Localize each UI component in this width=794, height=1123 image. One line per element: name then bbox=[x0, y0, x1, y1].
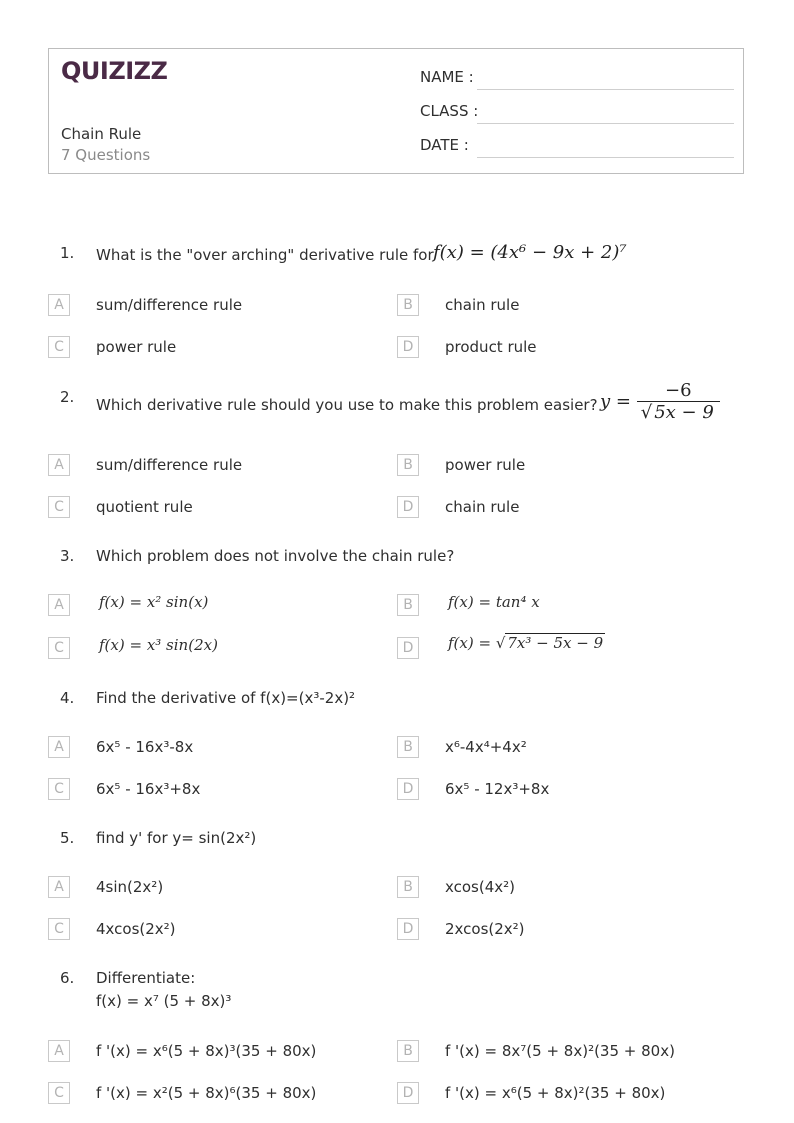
radicand: 7x³ − 5x − 9 bbox=[507, 634, 604, 652]
option-text[interactable]: f '(x) = 8x⁷(5 + 8x)²(35 + 80x) bbox=[445, 1042, 675, 1060]
question-number: 4. bbox=[60, 689, 75, 707]
fraction-denominator: √ 5x − 9 bbox=[637, 401, 720, 423]
option-text[interactable]: x⁶-4x⁴+4x² bbox=[445, 738, 527, 756]
question-text: Find the derivative of f(x)=(x³-2x)² bbox=[96, 689, 356, 707]
option-text[interactable]: f '(x) = x⁶(5 + 8x)²(35 + 80x) bbox=[445, 1084, 666, 1102]
option-letter-a[interactable]: A bbox=[48, 876, 70, 898]
question-number: 6. bbox=[60, 969, 75, 987]
worksheet-header bbox=[48, 48, 744, 174]
date-line[interactable] bbox=[477, 157, 734, 158]
option-text[interactable]: power rule bbox=[96, 338, 177, 356]
math-prefix: f(x) = bbox=[448, 634, 496, 652]
option-letter-b[interactable]: B bbox=[397, 594, 419, 616]
option-text[interactable]: quotient rule bbox=[96, 498, 193, 516]
option-letter-d[interactable]: D bbox=[397, 637, 419, 659]
option-text[interactable]: 6x⁵ - 16x³+8x bbox=[96, 780, 201, 798]
option-letter-d[interactable]: D bbox=[397, 496, 419, 518]
option-text[interactable]: power rule bbox=[445, 456, 526, 474]
question-text: find y' for y= sin(2x²) bbox=[96, 829, 257, 847]
name-field bbox=[420, 68, 734, 90]
question-text: Which problem does not involve the chain rule? bbox=[96, 547, 455, 565]
option-letter-b[interactable]: B bbox=[397, 1040, 419, 1062]
option-text[interactable]: 6x⁵ - 12x³+8x bbox=[445, 780, 550, 798]
date-label: DATE : bbox=[420, 136, 469, 154]
option-text[interactable]: 4sin(2x²) bbox=[96, 878, 164, 896]
question-count: 7 Questions bbox=[61, 146, 151, 164]
option-text[interactable]: f(x) = tan⁴ x bbox=[448, 593, 540, 611]
option-text[interactable]: 6x⁵ - 16x³-8x bbox=[96, 738, 194, 756]
option-letter-c[interactable]: C bbox=[48, 336, 70, 358]
worksheet-title: Chain Rule bbox=[61, 125, 142, 143]
question-text: What is the "over arching" derivative rule for bbox=[96, 246, 434, 264]
question-text: Differentiate: bbox=[96, 969, 196, 987]
option-text[interactable]: sum/difference rule bbox=[96, 456, 243, 474]
option-text[interactable]: f(x) = √ 7x³ − 5x − 9 bbox=[448, 634, 604, 652]
question-number: 3. bbox=[60, 547, 75, 565]
option-letter-c[interactable]: C bbox=[48, 778, 70, 800]
option-letter-b[interactable]: B bbox=[397, 736, 419, 758]
radicand: 5x − 9 bbox=[654, 402, 714, 423]
question-math: f(x) = (4x⁶ − 9x + 2)⁷ bbox=[433, 242, 627, 263]
question-number: 2. bbox=[60, 388, 75, 406]
fraction bbox=[637, 380, 720, 423]
option-letter-d[interactable]: D bbox=[397, 336, 419, 358]
option-text[interactable]: f '(x) = x⁶(5 + 8x)³(35 + 80x) bbox=[96, 1042, 317, 1060]
name-line[interactable] bbox=[477, 89, 734, 90]
fraction-numerator: −6 bbox=[664, 380, 692, 401]
option-letter-c[interactable]: C bbox=[48, 496, 70, 518]
option-letter-d[interactable]: D bbox=[397, 778, 419, 800]
class-line[interactable] bbox=[477, 123, 734, 124]
name-label: NAME : bbox=[420, 68, 474, 86]
option-letter-c[interactable]: C bbox=[48, 918, 70, 940]
question-math bbox=[600, 380, 720, 423]
class-field bbox=[420, 102, 734, 124]
math-lhs: y = bbox=[600, 391, 631, 412]
option-letter-b[interactable]: B bbox=[397, 876, 419, 898]
option-text[interactable]: sum/difference rule bbox=[96, 296, 243, 314]
date-field bbox=[420, 136, 734, 158]
option-text[interactable]: f '(x) = x²(5 + 8x)⁶(35 + 80x) bbox=[96, 1084, 317, 1102]
question-number: 1. bbox=[60, 244, 75, 262]
question-text-line-2: f(x) = x⁷ (5 + 8x)³ bbox=[96, 992, 232, 1010]
option-letter-c[interactable]: C bbox=[48, 1082, 70, 1104]
option-letter-b[interactable]: B bbox=[397, 454, 419, 476]
question-text: Which derivative rule should you use to make this problem easier? bbox=[96, 396, 598, 414]
option-letter-a[interactable]: A bbox=[48, 294, 70, 316]
option-text[interactable]: xcos(4x²) bbox=[445, 878, 515, 896]
option-letter-a[interactable]: A bbox=[48, 736, 70, 758]
option-letter-c[interactable]: C bbox=[48, 637, 70, 659]
option-text[interactable]: chain rule bbox=[445, 498, 520, 516]
class-label: CLASS : bbox=[420, 102, 479, 120]
option-text[interactable]: 2xcos(2x²) bbox=[445, 920, 525, 938]
quizizz-logo: QUIZIZZ bbox=[61, 57, 168, 85]
option-text[interactable]: f(x) = x³ sin(2x) bbox=[99, 636, 218, 654]
option-letter-d[interactable]: D bbox=[397, 1082, 419, 1104]
option-letter-b[interactable]: B bbox=[397, 294, 419, 316]
option-letter-a[interactable]: A bbox=[48, 1040, 70, 1062]
option-text[interactable]: f(x) = x² sin(x) bbox=[99, 593, 209, 611]
option-letter-d[interactable]: D bbox=[397, 918, 419, 940]
option-letter-a[interactable]: A bbox=[48, 594, 70, 616]
option-text[interactable]: product rule bbox=[445, 338, 537, 356]
option-letter-a[interactable]: A bbox=[48, 454, 70, 476]
option-text[interactable]: 4xcos(2x²) bbox=[96, 920, 176, 938]
option-text[interactable]: chain rule bbox=[445, 296, 520, 314]
question-number: 5. bbox=[60, 829, 75, 847]
